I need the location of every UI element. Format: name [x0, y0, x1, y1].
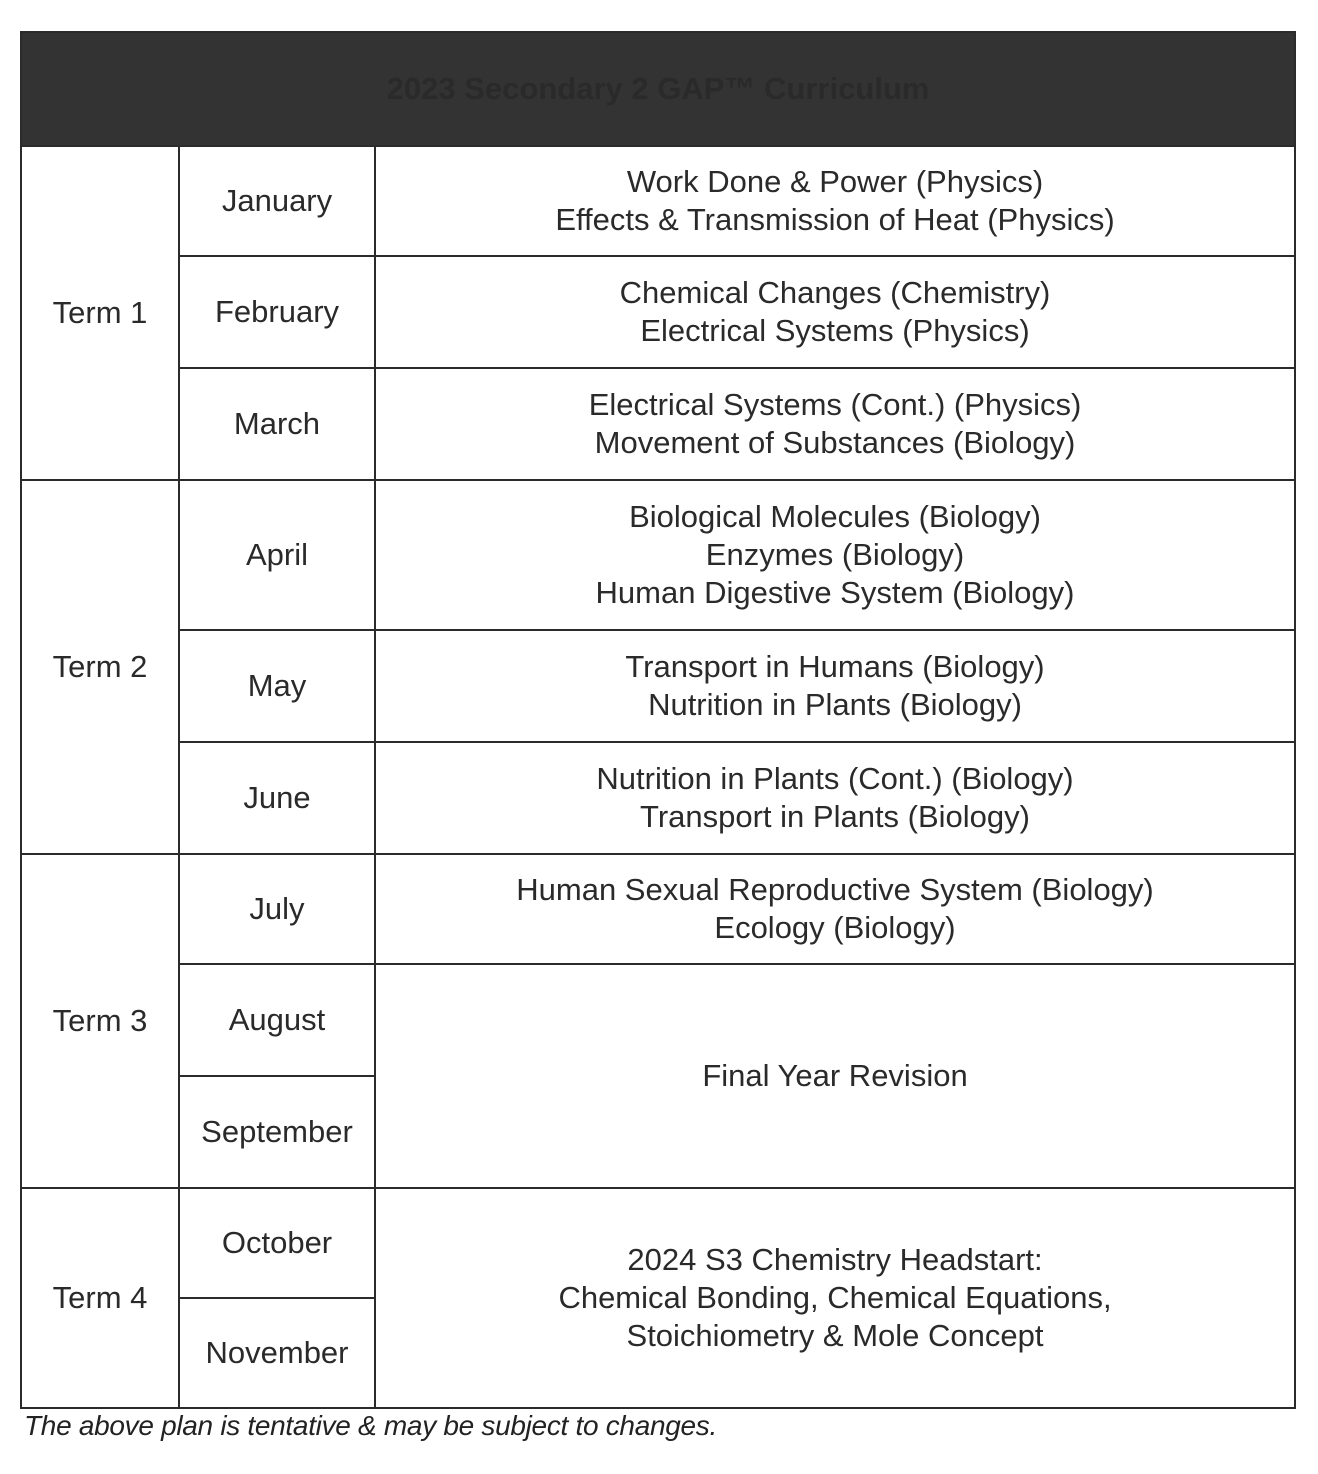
table-row [21, 964, 1295, 1076]
table-row [21, 742, 1295, 854]
table-row [21, 630, 1295, 742]
topic-cell [375, 630, 1295, 742]
term-label: Term 2 [21, 480, 179, 854]
month-label: August [179, 964, 375, 1076]
topic-line: Nutrition in Plants (Cont.) (Biology) [596, 761, 1074, 796]
curriculum-sheet [20, 31, 1294, 1409]
topic-line: Ecology (Biology) [714, 910, 956, 945]
topic-line: Effects & Transmission of Heat (Physics) [555, 202, 1115, 237]
topic-cell [375, 1188, 1295, 1408]
topic-line: Transport in Plants (Biology) [640, 799, 1030, 834]
table-row [21, 480, 1295, 630]
topic-line: Chemical Changes (Chemistry) [619, 275, 1051, 310]
month-label: April [179, 480, 375, 630]
topic-cell [375, 256, 1295, 368]
month-label: October [179, 1188, 375, 1298]
table-header-row [21, 32, 1295, 146]
topic-line: Nutrition in Plants (Biology) [648, 687, 1022, 722]
topic-cell [375, 854, 1295, 964]
term-label: Term 4 [21, 1188, 179, 1408]
month-label: July [179, 854, 375, 964]
table-row [21, 1188, 1295, 1298]
table-row [21, 256, 1295, 368]
month-label: January [179, 146, 375, 256]
month-label: June [179, 742, 375, 854]
curriculum-table [20, 31, 1296, 1409]
month-label: May [179, 630, 375, 742]
table-title: 2023 Secondary 2 GAP™ Curriculum [21, 32, 1295, 146]
topic-line: Transport in Humans (Biology) [625, 649, 1045, 684]
term-label: Term 1 [21, 146, 179, 480]
topic-cell [375, 480, 1295, 630]
term-label: Term 3 [21, 854, 179, 1188]
topic-cell [375, 964, 1295, 1188]
topic-line: Human Sexual Reproductive System (Biology) [516, 872, 1154, 907]
topic-cell [375, 742, 1295, 854]
topic-line: Biological Molecules (Biology) [629, 499, 1041, 534]
month-label: November [179, 1298, 375, 1408]
table-row [21, 146, 1295, 256]
topic-line: Electrical Systems (Cont.) (Physics) [588, 387, 1082, 422]
table-row [21, 368, 1295, 480]
topic-line: Movement of Substances (Biology) [594, 425, 1076, 460]
topic-line: Electrical Systems (Physics) [640, 313, 1030, 348]
disclaimer-note: The above plan is tentative & may be subject to changes. [24, 1410, 717, 1441]
month-label: September [179, 1076, 375, 1188]
topic-cell [375, 146, 1295, 256]
topic-cell [375, 368, 1295, 480]
topic-line: Stoichiometry & Mole Concept [626, 1318, 1044, 1353]
table-row [21, 854, 1295, 964]
topic-line: 2024 S3 Chemistry Headstart: [627, 1242, 1043, 1277]
topic-line: Chemical Bonding, Chemical Equations, [558, 1280, 1112, 1315]
topic-line: Final Year Revision [702, 1058, 968, 1093]
topic-line: Human Digestive System (Biology) [595, 575, 1075, 610]
month-label: February [179, 256, 375, 368]
topic-line: Enzymes (Biology) [705, 537, 965, 572]
topic-line: Work Done & Power (Physics) [626, 164, 1044, 199]
month-label: March [179, 368, 375, 480]
